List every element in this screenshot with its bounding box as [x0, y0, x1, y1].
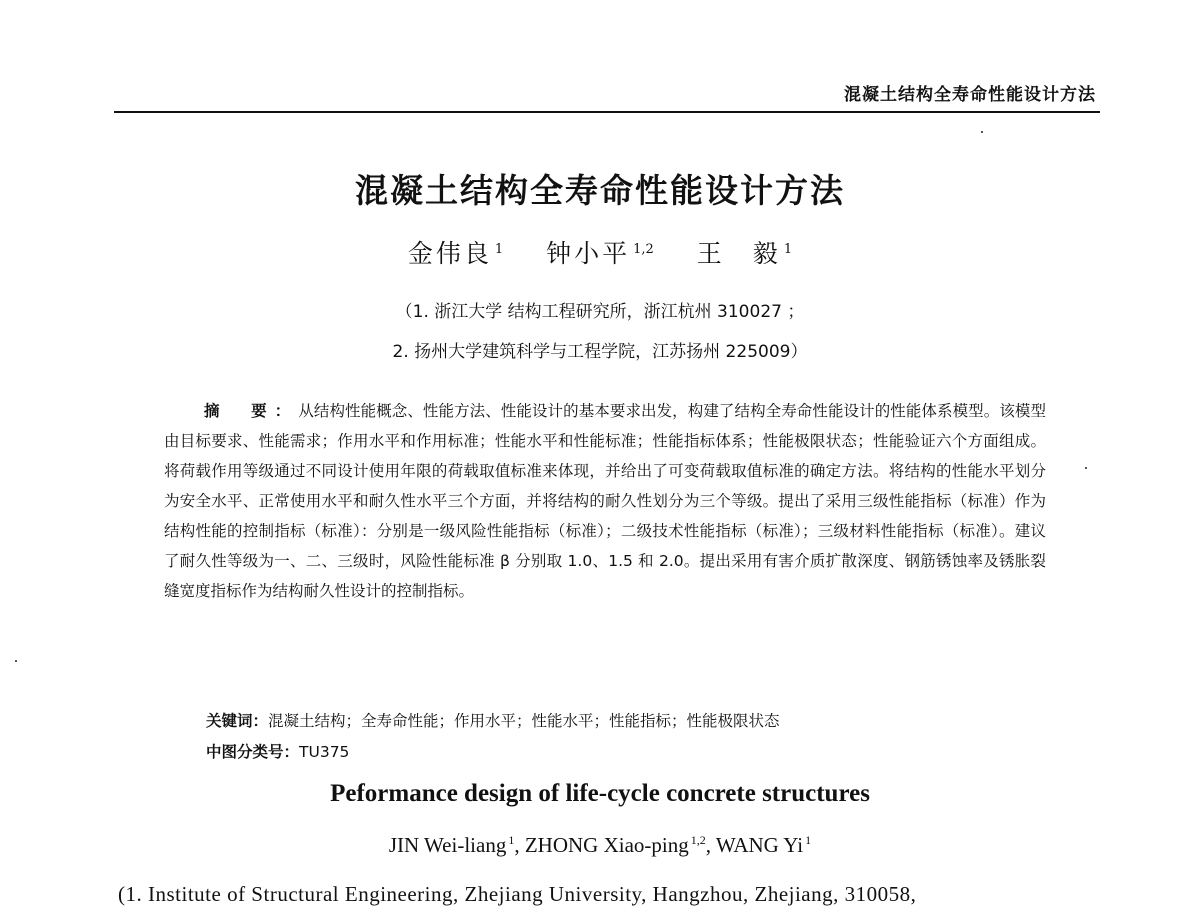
abstract-text: 从结构性能概念、性能方法、性能设计的基本要求出发，构建了结构全寿命性能设计的性能体系模型。该模型由目标要求、性能需求；作用水平和作用标准；性能水平和性能标准；性能指标体系；性能极限状态；性能验证六个方面组成。将荷载作用等级通过不同设计使用年限的荷载取值标准来体现，并给出了可变荷载取值标准的确定方法。将结构的性能水平划分为安全水平、正常使用水平和耐久性水平三个方面，并将结构的耐久性划分为三个等级。提出了采用三级性能指标（标准）作为结构性能的控制指标（标准）：分别是一级风险性能指标（标准）；二级技术性能指标（标准）；三级材料性能指标（标准）。建议了耐久性等级为一、二、三级时，风险性能标准 β 分别取 1.0、1.5 和 2.0。提出采用有害介质扩散深度、钢筋锈蚀率及锈胀裂缝宽度指标作为结构耐久性设计的控制指标。	[164, 402, 1046, 600]
scan-speck	[981, 131, 983, 133]
classification-code: TU375	[299, 743, 350, 761]
running-head: 混凝土结构全寿命性能设计方法	[844, 85, 1096, 105]
chinese-affiliation-line: 2. 扬州大学建筑科学与工程学院，江苏扬州 225009）	[392, 342, 808, 362]
scan-speck	[1085, 467, 1087, 469]
author-name: 钟小平	[546, 239, 631, 268]
author-name: 王 毅	[696, 239, 781, 268]
scan-speck	[15, 660, 17, 662]
author-separator: ,	[514, 833, 525, 857]
abstract-label: 摘 要：	[204, 402, 299, 420]
chinese-authors	[0, 234, 1200, 270]
author-name: JIN Wei-liang	[388, 833, 507, 857]
author-affil-mark: 1,2	[690, 833, 706, 847]
english-affiliation: (1. Institute of Structural Engineering, Zhejiang University, Hangzhou, Zhejiang, 310058,	[118, 882, 917, 906]
english-title: Peformance design of life-cycle concrete structures	[330, 780, 870, 807]
author-name: 金伟良	[407, 239, 492, 268]
english-authors	[0, 833, 1200, 858]
keywords-text: 混凝土结构；全寿命性能；作用水平；性能水平；性能指标；性能极限状态	[268, 712, 780, 730]
author-affil-mark: 1	[508, 833, 515, 847]
author-name: ZHONG Xiao-ping	[524, 833, 689, 857]
classification-label: 中图分类号：	[206, 743, 300, 761]
keywords-label: 关键词：	[206, 712, 269, 730]
author-separator: ,	[705, 833, 716, 857]
abstract	[164, 396, 1046, 606]
author	[408, 234, 503, 270]
keywords	[206, 709, 780, 731]
author-affil-mark: 1,2	[633, 241, 654, 257]
author	[697, 234, 792, 270]
chinese-title: 混凝土结构全寿命性能设计方法	[355, 171, 845, 210]
classification	[206, 740, 349, 762]
author-affil-mark: 1	[494, 241, 504, 257]
author	[546, 234, 654, 270]
author-name: WANG Yi	[715, 833, 804, 857]
chinese-affiliation-line: （1. 浙江大学 结构工程研究所，浙江杭州 310027 ；	[395, 302, 805, 322]
author-affil-mark: 1	[783, 241, 793, 257]
author-affil-mark: 1	[805, 833, 812, 847]
header-rule	[114, 111, 1100, 113]
